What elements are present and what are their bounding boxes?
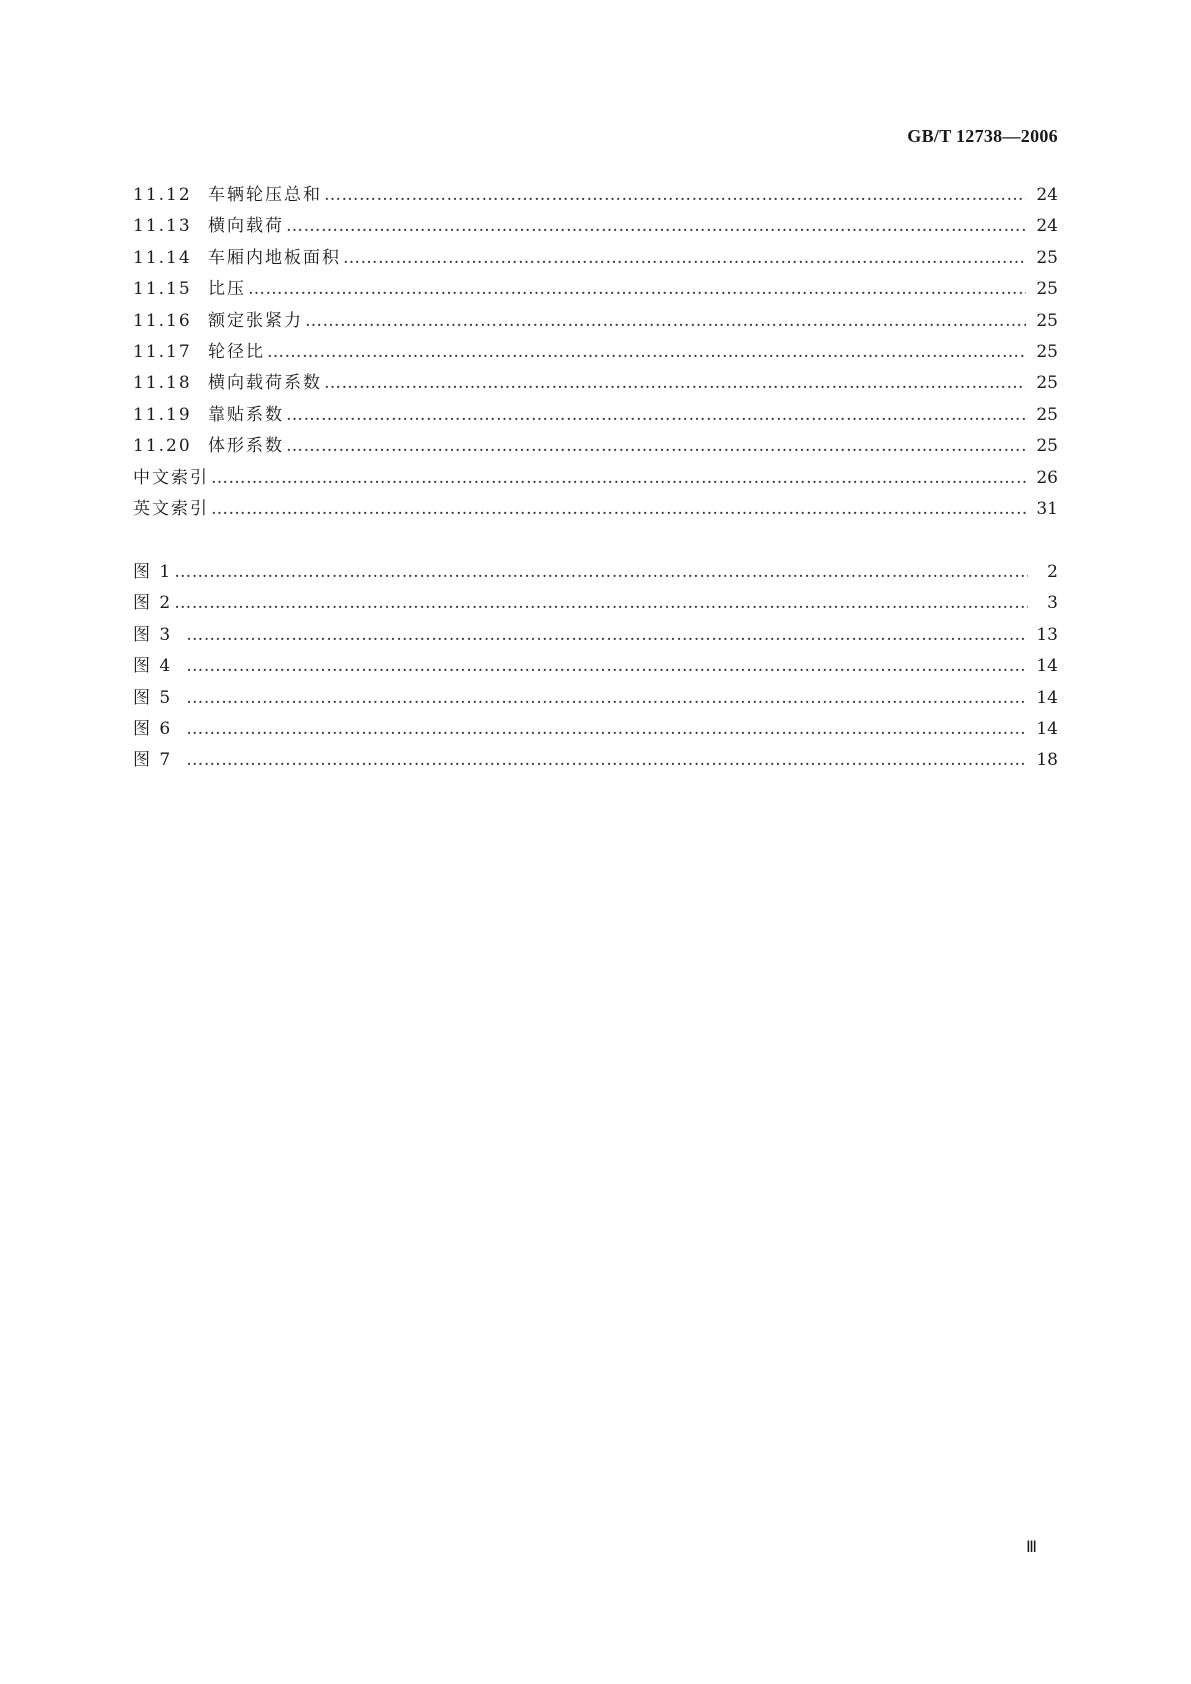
dot-leader: [286, 431, 1026, 462]
toc-entry-number: 11.16: [133, 310, 192, 331]
toc-entry[interactable]: [133, 337, 1058, 368]
dot-leader: [324, 180, 1026, 211]
toc-entry-title: 额定张紧力: [208, 310, 303, 331]
toc-entry-number: 11.12: [133, 185, 192, 205]
toc-entry[interactable]: [133, 211, 1058, 242]
toc-entry-title: 靠贴系数: [208, 404, 284, 425]
toc-entry-page: 25: [1036, 279, 1058, 300]
dot-leader: [286, 211, 1026, 242]
page-number: Ⅲ: [1026, 1539, 1038, 1556]
toc-entry-page: 14: [1036, 718, 1058, 739]
figure-label: 图 7: [133, 750, 173, 771]
dot-leader: [305, 306, 1026, 337]
dot-leader: [211, 494, 1026, 525]
toc-figure-entry[interactable]: [133, 745, 1058, 776]
toc-entry-number: 11.13: [133, 216, 192, 237]
toc-entry-title: 体形系数: [208, 436, 284, 457]
dot-leader: [211, 463, 1026, 494]
toc-sections: [133, 180, 1058, 525]
dot-leader: [186, 620, 1026, 651]
toc-figure-entry[interactable]: [133, 588, 1058, 619]
toc-entry-page: 25: [1036, 404, 1058, 425]
dot-leader: [248, 274, 1026, 305]
toc-entry[interactable]: [133, 180, 1058, 211]
figure-label: 图 3: [133, 624, 173, 645]
dot-leader: [286, 400, 1026, 431]
toc-figure-entry[interactable]: [133, 620, 1058, 651]
toc-entry-page: 26: [1036, 467, 1058, 488]
toc-entry-page: 24: [1036, 185, 1058, 205]
toc-entry[interactable]: [133, 368, 1058, 399]
toc-entry-title: 车厢内地板面积: [208, 247, 341, 268]
toc-entry-page: 25: [1036, 436, 1058, 457]
toc-entry[interactable]: [133, 274, 1058, 305]
toc-entry-page: 2: [1047, 562, 1058, 582]
toc-entry-title: 比压: [208, 279, 246, 300]
toc-entry-title: 英文索引: [133, 498, 209, 519]
toc-entry-page: 25: [1036, 310, 1058, 331]
toc-entry-title: 轮径比: [208, 341, 265, 362]
toc-entry[interactable]: [133, 431, 1058, 462]
toc-entry-number: 11.17: [133, 341, 192, 362]
toc-entry-page: 25: [1036, 373, 1058, 394]
toc-figure-entry[interactable]: [133, 651, 1058, 682]
toc-entry-number: 11.14: [133, 247, 192, 268]
toc-figure-entry[interactable]: [133, 683, 1058, 714]
toc-entry-title: 中文索引: [133, 467, 209, 488]
dot-leader: [324, 368, 1026, 399]
toc-entry-page: 13: [1036, 624, 1058, 645]
toc-entry-page: 31: [1036, 498, 1058, 519]
dot-leader: [186, 683, 1026, 714]
dot-leader: [174, 588, 1028, 619]
toc-entry-title: 车辆轮压总和: [208, 185, 322, 205]
figure-label: 图 5: [133, 687, 173, 708]
toc-entry-number: 11.15: [133, 279, 192, 300]
dot-leader: [186, 745, 1026, 776]
toc-entry-page: 25: [1036, 247, 1058, 268]
toc-entry[interactable]: [133, 494, 1058, 525]
toc-entry[interactable]: [133, 306, 1058, 337]
toc-entry-number: 11.20: [133, 436, 192, 457]
toc-entry-page: 3: [1047, 593, 1058, 614]
dot-leader: [343, 243, 1026, 274]
dot-leader: [186, 714, 1026, 745]
toc-figure-entry[interactable]: [133, 557, 1058, 588]
toc-figures: [133, 557, 1058, 777]
dot-leader: [174, 557, 1028, 588]
figure-label: 图 6: [133, 718, 173, 739]
figure-label: 图 4: [133, 656, 173, 677]
toc-entry-number: 11.19: [133, 404, 192, 425]
toc-entry-title: 横向载荷系数: [208, 373, 322, 394]
toc-entry[interactable]: [133, 400, 1058, 431]
toc-entry-page: 18: [1036, 750, 1058, 771]
dot-leader: [186, 651, 1026, 682]
dot-leader: [267, 337, 1026, 368]
toc-entry-page: 24: [1036, 216, 1058, 237]
toc-entry-page: 25: [1036, 341, 1058, 362]
toc-figure-entry[interactable]: [133, 714, 1058, 745]
standard-number: GB/T 12738—2006: [907, 126, 1058, 146]
toc-entry-title: 横向载荷: [208, 216, 284, 237]
toc-entry-page: 14: [1036, 656, 1058, 677]
toc-entry[interactable]: [133, 243, 1058, 274]
toc-entry-number: 11.18: [133, 373, 192, 394]
toc-entry[interactable]: [133, 463, 1058, 494]
figure-label: 图 1: [133, 562, 173, 582]
figure-label: 图 2: [133, 593, 173, 614]
toc-entry-page: 14: [1036, 687, 1058, 708]
